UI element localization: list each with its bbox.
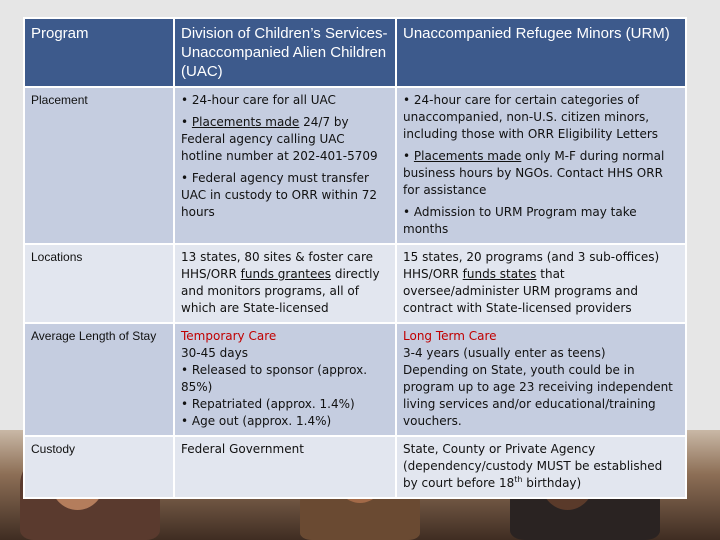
header-urm: Unaccompanied Refugee Minors (URM) (396, 18, 686, 87)
header-program: Program (24, 18, 174, 87)
placement-uac-bullet-1: • 24-hour care for all UAC (181, 93, 336, 107)
stay-uac-released: • Released to sponsor (approx. 85%) (181, 363, 368, 394)
row-custody (24, 436, 686, 498)
row-average-stay (24, 323, 686, 436)
placement-urm (396, 87, 686, 244)
row-locations (24, 244, 686, 323)
stay-uac-repatriated: • Repatriated (approx. 1.4%) (181, 397, 355, 411)
placement-uac-bullet-3: • Federal agency must transfer UAC in custody to ORR within 72 hours (181, 171, 378, 219)
placement-urm-bullet-3: • Admission to URM Program may take months (403, 205, 637, 236)
custody-urm: State, County or Private Agency (dependency/custody MUST be established by court before 18th birthday) (396, 436, 686, 498)
stay-label: Average Length of Stay (24, 323, 174, 436)
placement-urm-bullet-1: • 24-hour care for certain categories of unaccompanied, non-U.S. citizen minors, including those with ORR Eligibility Letters (403, 93, 659, 141)
custody-uac: Federal Government (174, 436, 396, 498)
stay-urm-details: Depending on State, youth could be in program up to age 23 receiving independent living services and/or educational/training vouchers. (403, 363, 673, 428)
stay-urm (396, 323, 686, 436)
header-uac: Division of Children’s Services-Unaccompanied Alien Children (UAC) (174, 18, 396, 87)
stay-uac-title: Temporary Care (181, 329, 277, 343)
custody-label: Custody (24, 436, 174, 498)
placement-uac-bullet-2: • Placements made 24/7 by Federal agency calling UAC hotline number at 202-401-5709 (181, 115, 378, 163)
placement-urm-bullet-2: • Placements made only M-F during normal business hours by NGOs. Contact HHS ORR for assistance (403, 149, 665, 197)
row-placement (24, 87, 686, 244)
stay-uac (174, 323, 396, 436)
stay-uac-age-out: • Age out (approx. 1.4%) (181, 414, 332, 428)
stay-urm-title: Long Term Care (403, 329, 497, 343)
stay-urm-years: 3-4 years (usually enter as teens) (403, 346, 606, 360)
table-header-row (24, 18, 686, 87)
locations-label: Locations (24, 244, 174, 323)
placement-uac (174, 87, 396, 244)
comparison-table (23, 17, 687, 499)
placement-label: Placement (24, 87, 174, 244)
locations-uac: 13 states, 80 sites & foster care HHS/ORR funds grantees directly and monitors programs, all of which are State-licensed (174, 244, 396, 323)
locations-urm: 15 states, 20 programs (and 3 sub-offices) HHS/ORR funds states that oversee/administer URM programs and contract with State-licensed providers (396, 244, 686, 323)
stay-uac-days: 30-45 days (181, 346, 249, 360)
